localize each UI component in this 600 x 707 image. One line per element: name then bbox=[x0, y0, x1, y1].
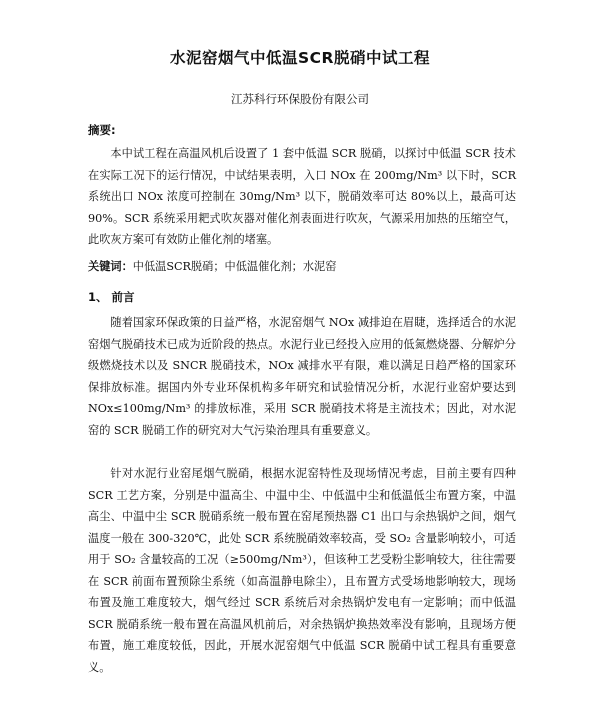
keywords-label: 关键词： bbox=[88, 260, 133, 273]
author-affiliation: 江苏科行环保股份有限公司 bbox=[231, 92, 369, 106]
abstract-heading: 摘要: bbox=[88, 123, 116, 137]
keywords-text: 中低温SCR脱硝；中低温催化剂；水泥窑 bbox=[132, 260, 337, 273]
paper-title: 水泥窑烟气中低温SCR脱硝中试工程 bbox=[170, 49, 430, 67]
intro-paragraph-1: 随着国家环保政策的日益严格，水泥窑烟气 NOx 减排迫在眉睫，选择适合的水泥窑烟气脱硝技术已成为近阶段的热点。水泥行业已经投入应用的低氮燃烧器、分解炉分级燃烧技术以及 SNCR 脱硝技术，NOx 减排水平有限，难以满足日趋严格的国家环保排放标准。据国内外专业环保机构多年研究和试验情况分析，水泥行业窑炉要达到 NOx≤100mg/Nm³ 的排放标准，采用 SCR 脱硝技术将是主流技术；因此，对水泥窑的 SCR 脱硝工作的研究对大气污染治理具有重要意义。 bbox=[88, 316, 516, 437]
keywords-line bbox=[88, 258, 518, 274]
abstract-paragraph: 本中试工程在高温风机后设置了 1 套中低温 SCR 脱硝，以探讨中低温 SCR 技术在实际工况下的运行情况，中试结果表明，入口 NOx 在 200mg/Nm³ 以下时，SCR 系统出口 NOx 浓度可控制在 30mg/Nm³ 以下，脱硝效率可达 80%以上，最高可达 90%。SCR 系统采用耙式吹灰器对催化剂表面进行吹灰，气源采用加热的压缩空气，此吹灰方案可有效防止催化剂的堵塞。 bbox=[88, 147, 516, 246]
section-heading-introduction: 1、 前言 bbox=[88, 290, 135, 304]
intro-paragraph-2: 针对水泥行业窑尾烟气脱硝，根据水泥窑特性及现场情况考虑，目前主要有四种 SCR 工艺方案，分别是中温高尘、中温中尘、中低温中尘和低温低尘布置方案，中温高尘、中温中尘 SCR 脱硝系统一般布置在窑尾预热器 C1 出口与余热锅炉之间，烟气温度一般在 300-320℃，此处 SCR 系统脱硝效率较高，受 SO₂ 含量影响较小，可适用于 SO₂ 含量较高的工况（≥500mg/Nm³），但该种工艺受粉尘影响较大，往往需要在 SCR 前面布置预除尘系统（如高温静电除尘），且布置方式受场地影响较大，现场布置及施工难度较大，烟气经过 SCR 系统后对余热锅炉发电有一定影响；而中低温 SCR 脱硝系统一般布置在高温风机前后，对余热锅炉换热效率没有影响，且现场方便布置，施工难度较低，因此，开展水泥窑烟气中低温 SCR 脱硝中试工程具有重要意义。 bbox=[88, 467, 516, 674]
